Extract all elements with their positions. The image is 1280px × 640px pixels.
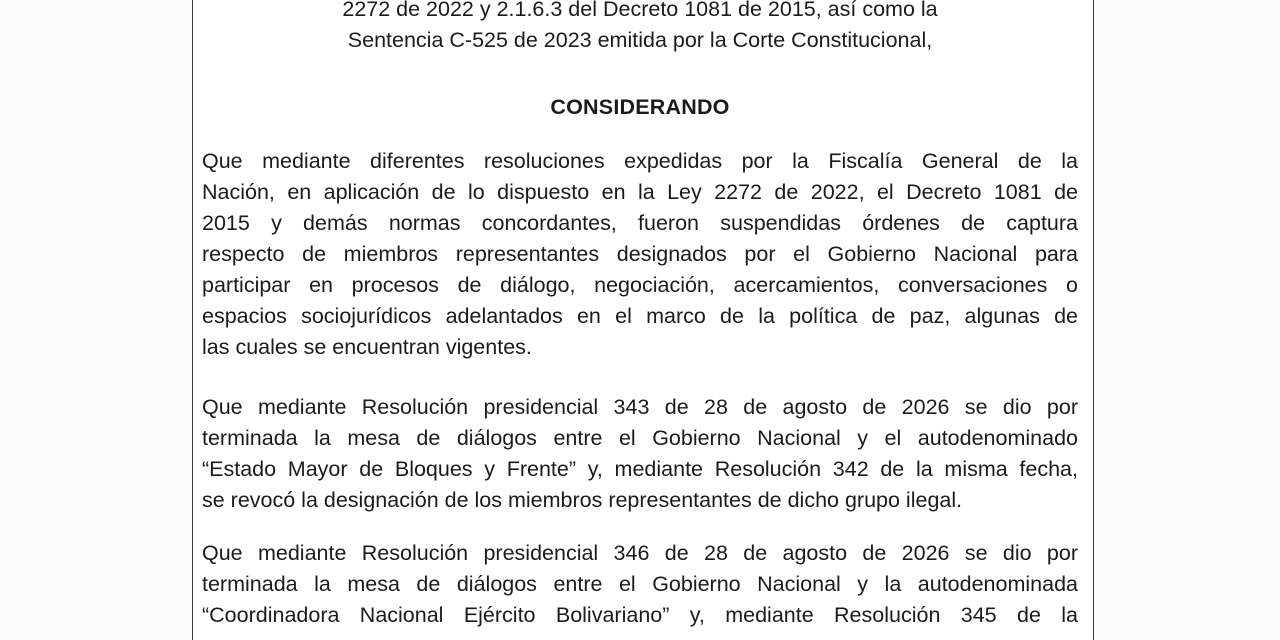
preamble-line: Sentencia C-525 de 2023 emitida por la Corte Constitucional, [347, 28, 933, 52]
paragraph-line: terminada la mesa de diálogos entre el Gobierno Nacional y el autodenominado [202, 426, 1078, 450]
paragraph-1 [202, 146, 1078, 363]
section-heading: CONSIDERANDO [550, 95, 730, 119]
paragraph-line: terminada la mesa de diálogos entre el Gobierno Nacional y la autodenominada [202, 572, 1078, 596]
paragraph-line: Que mediante Resolución presidencial 343 de 28 de agosto de 2026 se dio por [202, 395, 1078, 419]
paragraph-line: Nación, en aplicación de lo dispuesto en la Ley 2272 de 2022, el Decreto 1081 de [202, 180, 1078, 204]
paragraph-3 [202, 538, 1078, 631]
paragraph-2 [202, 392, 1078, 516]
paragraph-line: espacios sociojurídicos adelantados en el marco de la política de paz, algunas de [202, 304, 1078, 328]
paragraph-line: las cuales se encuentran vigentes. [202, 335, 532, 359]
preamble [202, 0, 1078, 56]
paragraph-line: Que mediante Resolución presidencial 346 de 28 de agosto de 2026 se dio por [202, 541, 1078, 565]
paragraph-line: respecto de miembros representantes designados por el Gobierno Nacional para [202, 242, 1078, 266]
paragraph-line: se revocó la designación de los miembros representantes de dicho grupo ilegal. [202, 488, 963, 512]
preamble-line: 2272 de 2022 y 2.1.6.3 del Decreto 1081 de 2015, así como la [342, 0, 938, 21]
paragraph-line: “Estado Mayor de Bloques y Frente” y, mediante Resolución 342 de la misma fecha, [202, 457, 1078, 481]
paragraph-line: participar en procesos de diálogo, negociación, acercamientos, conversaciones o [202, 273, 1078, 297]
paragraph-line: Que mediante diferentes resoluciones expedidas por la Fiscalía General de la [202, 149, 1078, 173]
paragraph-line: 2015 y demás normas concordantes, fueron suspendidas órdenes de captura [202, 211, 1078, 235]
paragraph-line: “Coordinadora Nacional Ejército Bolivariano” y, mediante Resolución 345 de la [202, 603, 1078, 627]
